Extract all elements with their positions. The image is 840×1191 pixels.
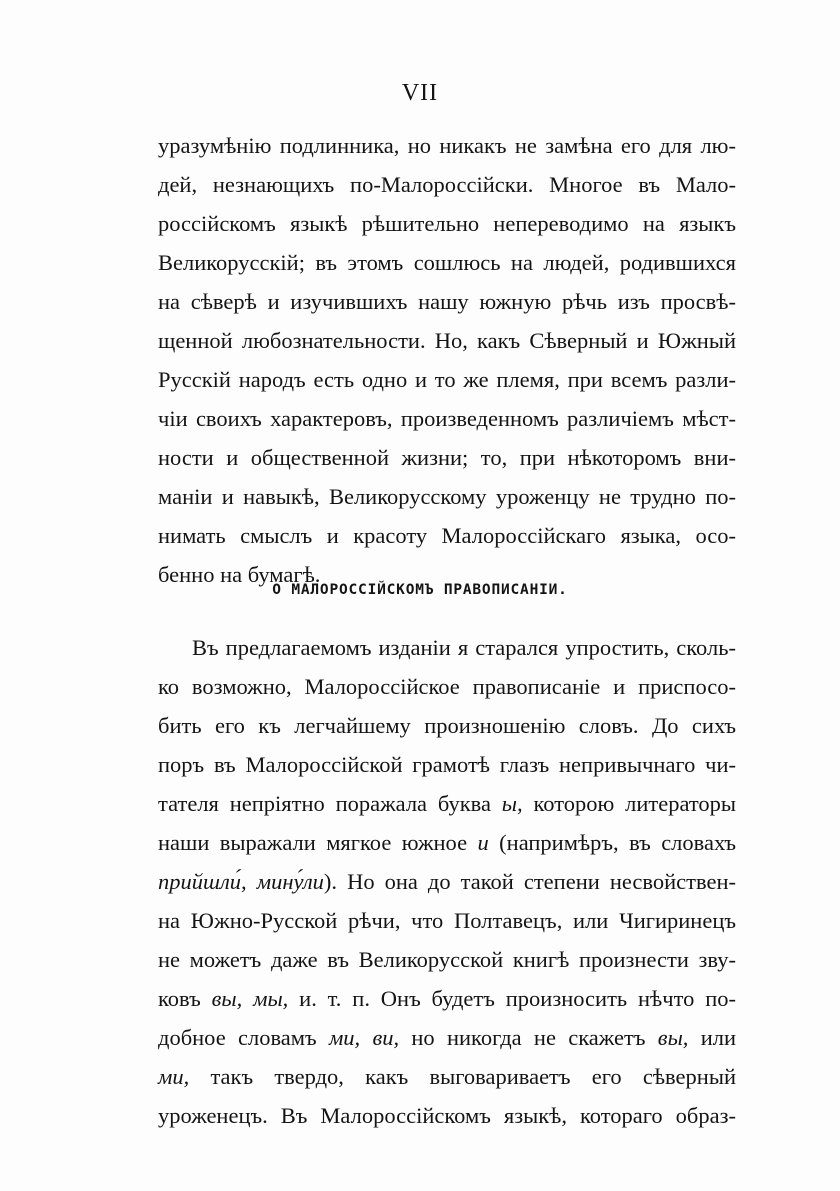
text-line — [158, 979, 736, 1018]
text-segment: (напримѣръ, въ словахъ — [488, 830, 737, 855]
text-line: Великорусскій; въ этомъ сошлюсь на людей, родившихся — [158, 250, 736, 275]
italic-letter: и — [477, 830, 489, 855]
paragraph-orthography — [158, 628, 736, 1135]
text-segment: которою литераторы — [522, 791, 736, 816]
paragraph-translation-note — [158, 126, 736, 594]
text-segment: и. т. п. Онъ будетъ произносить нѣчто по- — [288, 986, 737, 1011]
text-segment: но никогда не скажетъ — [399, 1025, 646, 1050]
text-line: не можетъ даже въ Великорусской книгѣ произнести зву- — [158, 947, 736, 972]
italic-example-words: ми, — [158, 1064, 190, 1089]
text-segment: или — [688, 1025, 737, 1050]
text-line: ности и общественной жизни; то, при нѣкоторомъ вни- — [158, 445, 736, 470]
text-line: маніи и навыкѣ, Великорусскому уроженцу не трудно по- — [158, 484, 736, 509]
text-line: поръ въ Малороссійской грамотѣ глазъ непривычнаго чи- — [158, 752, 736, 777]
text-line: на сѣверѣ и изучившихъ нашу южную рѣчь изъ просвѣ- — [158, 289, 736, 314]
text-segment: ). Но она до такой степени несвойствен- — [323, 869, 736, 894]
italic-letter: ы, — [501, 791, 523, 816]
text-line: россійскомъ языкѣ рѣшительно непереводимо на языкъ — [158, 211, 736, 236]
text-line: уразумѣнію подлинника, но никакъ не замѣна его для лю- — [158, 133, 736, 158]
text-line: дей, незнающихъ по-Малороссійски. Многое въ Мало- — [158, 172, 736, 197]
section-heading: О МАЛОРОССІЙСКОМЪ ПРАВОПИСАНІИ. — [272, 582, 568, 598]
text-line: на Южно-Русской рѣчи, что Полтавецъ, или Чигиринецъ — [158, 908, 736, 933]
text-line — [158, 823, 736, 862]
text-line: бенно на бумагѣ. — [158, 562, 321, 587]
page-number: VII — [401, 80, 439, 106]
text-line: нимать смыслъ и красоту Малороссійскаго языка, осо- — [158, 523, 736, 548]
text-segment: ковъ — [158, 986, 201, 1011]
text-line — [158, 1057, 736, 1096]
text-line: уроженецъ. Въ Малороссійскомъ языкѣ, котораго образ- — [158, 1103, 736, 1128]
text-line: щенной любознательности. Но, какъ Сѣверный и Южный — [158, 328, 736, 353]
italic-example-words: вы, — [657, 1025, 689, 1050]
text-line — [158, 1018, 736, 1057]
italic-example-words: прийшли́, мину́ли — [158, 869, 324, 894]
text-line: Въ предлагаемомъ изданіи я старался упростить, сколь- — [192, 635, 736, 660]
text-segment: наши выражали мягкое южное — [158, 830, 468, 855]
text-line: бить его къ легчайшему произношенію словъ. До сихъ — [158, 713, 736, 738]
text-line — [158, 862, 736, 901]
italic-example-words: вы, мы, — [211, 986, 289, 1011]
text-line: Русскій народъ есть одно и то же племя, при всемъ разли- — [158, 367, 736, 392]
text-line — [158, 784, 736, 823]
italic-example-words: ми, ви, — [328, 1025, 400, 1050]
text-segment: тателя непріятно поражала буква — [158, 791, 491, 816]
text-segment: добное словамъ — [158, 1025, 317, 1050]
text-segment: такъ твердо, какъ выговариваетъ его сѣверный — [189, 1064, 736, 1089]
text-line: ко возможно, Малороссійское правописаніе и приспосо- — [158, 674, 736, 699]
text-line: чіи своихъ характеровъ, произведенномъ различіемъ мѣст- — [158, 406, 736, 431]
